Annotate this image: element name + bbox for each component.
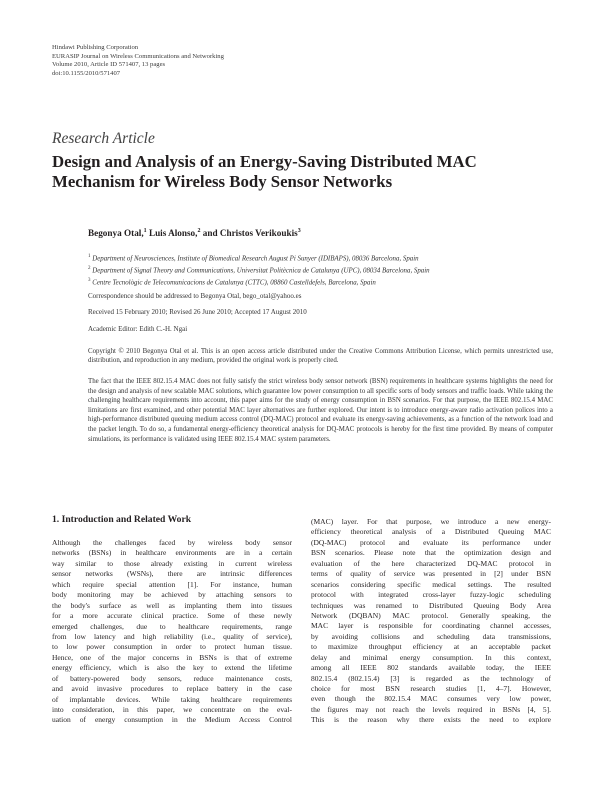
affiliation-line — [88, 264, 430, 276]
affil-mark: 2 — [88, 266, 91, 272]
text-line: (MAC) layer. For that purpose, we introduce a new energy- — [311, 517, 551, 526]
text-line: the figures may not reach the levels required in BSNs [4, 5]. — [311, 704, 551, 714]
author-list — [88, 228, 301, 238]
text-line: Hence, one of the major concerns in BSNs is that of extreme — [52, 652, 292, 662]
affil-text: Centre Tecnològic de Telecomunicacions de Catalunya (CTTC), 08860 Castelldefels, Barcelona, Spain — [92, 279, 376, 287]
affiliation-line — [88, 252, 430, 264]
affil-mark: 3 — [88, 278, 91, 284]
text-line: MAC layer is responsible for coordinating channel accesses, — [311, 621, 551, 631]
text-line: BSN scenarios. Please note that the optimization design and — [311, 548, 551, 558]
text-line: scenarios considering specific medical settings. The resulted — [311, 579, 551, 589]
volume-line: Volume 2010, Article ID 571407, 13 pages — [52, 61, 166, 69]
author-affil-mark: 3 — [297, 228, 301, 234]
text-line: sensor networks (WSNs), there are intrinsic differences — [52, 569, 292, 579]
title-line-2: Mechanism for Wireless Body Sensor Networks — [52, 172, 393, 191]
body-column-left — [52, 538, 292, 726]
doi-line: doi:10.1155/2010/571407 — [52, 69, 121, 77]
text-line: even though the 802.15.4 MAC consumes very low power, — [311, 694, 551, 704]
author-affil-mark: 1 — [143, 228, 147, 234]
text-line: by avoiding collisions and scheduling data transmissions, — [311, 631, 551, 641]
text-line: Network (DQBAN) MAC protocol. Generally speaking, the — [311, 610, 551, 620]
section-heading: 1. Introduction and Related Work — [52, 514, 192, 525]
author-name: Begonya Otal, — [88, 228, 144, 239]
correspondence: Correspondence should be addressed to Begonya Otal, bego_otal@yahoo.es — [88, 292, 302, 300]
text-line: of battery-powered body sensors, reduce maintenance costs, — [52, 673, 292, 683]
text-line: the body's surface as well as implanting them into tissues — [52, 600, 292, 610]
article-type: Research Article — [52, 130, 155, 147]
text-line: of implantable devices. While taking healthcare requirements — [52, 694, 292, 704]
title-line-1: Design and Analysis of an Energy-Saving Distributed MAC — [52, 152, 477, 171]
author-name: and Christos Verikoukis — [200, 228, 298, 239]
paper-title — [52, 152, 552, 192]
journal-header — [52, 44, 224, 78]
text-line: terms of quality of service was presented in [2] under BSN — [311, 569, 551, 579]
text-line: to low power consumption in order to protect human tissue. — [52, 642, 292, 652]
article-dates: Received 15 February 2010; Revised 26 June 2010; Accepted 17 August 2010 — [88, 308, 307, 316]
text-line: and avoid invasive procedures to replace battery in the case — [52, 684, 292, 694]
affil-text: Department of Neurosciences, Institute of Biomedical Research August Pi Sunyer (IDIBAPS), 08036 Barcelona, Spain — [92, 255, 419, 263]
text-line: techniques was renamed to Distributed Queuing Body Area — [311, 600, 551, 610]
text-line: delay and minimal energy consumption. In this context, — [311, 652, 551, 662]
text-line: body monitoring may be achieved by attaching sensors to — [52, 590, 292, 600]
author-affil-mark: 2 — [197, 228, 201, 234]
affil-text: Department of Signal Theory and Communications, Universitat Politècnica de Catalunya (UPC), 08034 Barcelona, Spain — [92, 267, 430, 275]
affiliation-line — [88, 276, 430, 288]
text-line: among all IEEE 802 standards available today, the IEEE — [311, 663, 551, 673]
text-line: (DQ-MAC) protocol and evaluate its performance under — [311, 537, 551, 547]
copyright-notice: Copyright © 2010 Begonya Otal et al. This is an open access article distributed under the Creative Commons Attribution License, which permits unrestricted use, distribution, and reproduction in any medium, provided the original work is properly cited. — [88, 348, 553, 365]
text-line: protocol with integrated cross-layer fuzzy-logic scheduling — [311, 590, 551, 600]
affiliations — [88, 252, 430, 288]
text-line: evaluation of the here characterized DQ-MAC protocol in — [311, 558, 551, 568]
text-line: which require special attention [1]. For instance, human — [52, 579, 292, 589]
text-line: to maximize throughput efficiency at an acceptable packet — [311, 642, 551, 652]
academic-editor: Academic Editor: Edith C.-H. Ngai — [88, 325, 188, 333]
text-line: emerged challenges, due to healthcare requirements, range — [52, 621, 292, 631]
text-line: from low latency and high reliability (i.e., quality of service), — [52, 631, 292, 641]
text-line: into consideration, in this paper, we concentrate on the eval- — [52, 705, 292, 714]
text-line: This is the reason why there exists the need to explore — [311, 715, 551, 725]
text-line: for a more accurate clinical practice. Some of these newly — [52, 611, 292, 621]
body-column-right — [311, 517, 551, 726]
text-line: Although the challenges faced by wireless body sensor — [52, 538, 292, 547]
text-line: way similar to those already existing in current wireless — [52, 558, 292, 568]
abstract: The fact that the IEEE 802.15.4 MAC does not fully satisfy the strict wireless body sensor network (BSN) requirements in healthcare systems highlights the need for the design and analysis of new scalable MAC solutions, which guarantee low power consumption to all specific sorts of body sensors and traffic loads. While taking the challenging healthcare requirements into account, this paper aims for the study of energy consumption in BSN scenarios. For that purpose, the IEEE 802.15.4 MAC limitations are first examined, and other potential MAC layer alternatives are further explored. Our intent is to introduce energy-aware radio activation polices into a high-performance distributed queuing medium access control (DQ-MAC) protocol and evaluate its energy-saving achievements, as a function of the network load and the packet length. To do so, a fundamental energy-efficiency theoretical analysis for DQ-MAC protocols is hereby for the first time provided. By means of computer simulations, its performance is validated using IEEE 802.15.4 MAC system parameters. — [88, 378, 553, 443]
text-line: efficiency theoretical analysis of a Distributed Queuing MAC — [311, 527, 551, 537]
affil-mark: 1 — [88, 254, 91, 259]
text-line: choice for most BSN research studies [1, 4–7]. However, — [311, 684, 551, 693]
journal-line: EURASIP Journal on Wireless Communications and Networking — [52, 52, 224, 60]
publisher-line: Hindawi Publishing Corporation — [52, 44, 139, 51]
text-line: uation of energy consumption in the Medium Access Control — [52, 715, 292, 725]
text-line: energy efficiency, which is also the key to extend the lifetime — [52, 663, 292, 673]
text-line: 802.15.4 (802.15.4) [3] is regarded as the technology of — [311, 673, 551, 683]
author-name: Luis Alonso, — [146, 228, 198, 239]
text-line: networks (BSNs) in healthcare environments are in a certain — [52, 548, 292, 558]
